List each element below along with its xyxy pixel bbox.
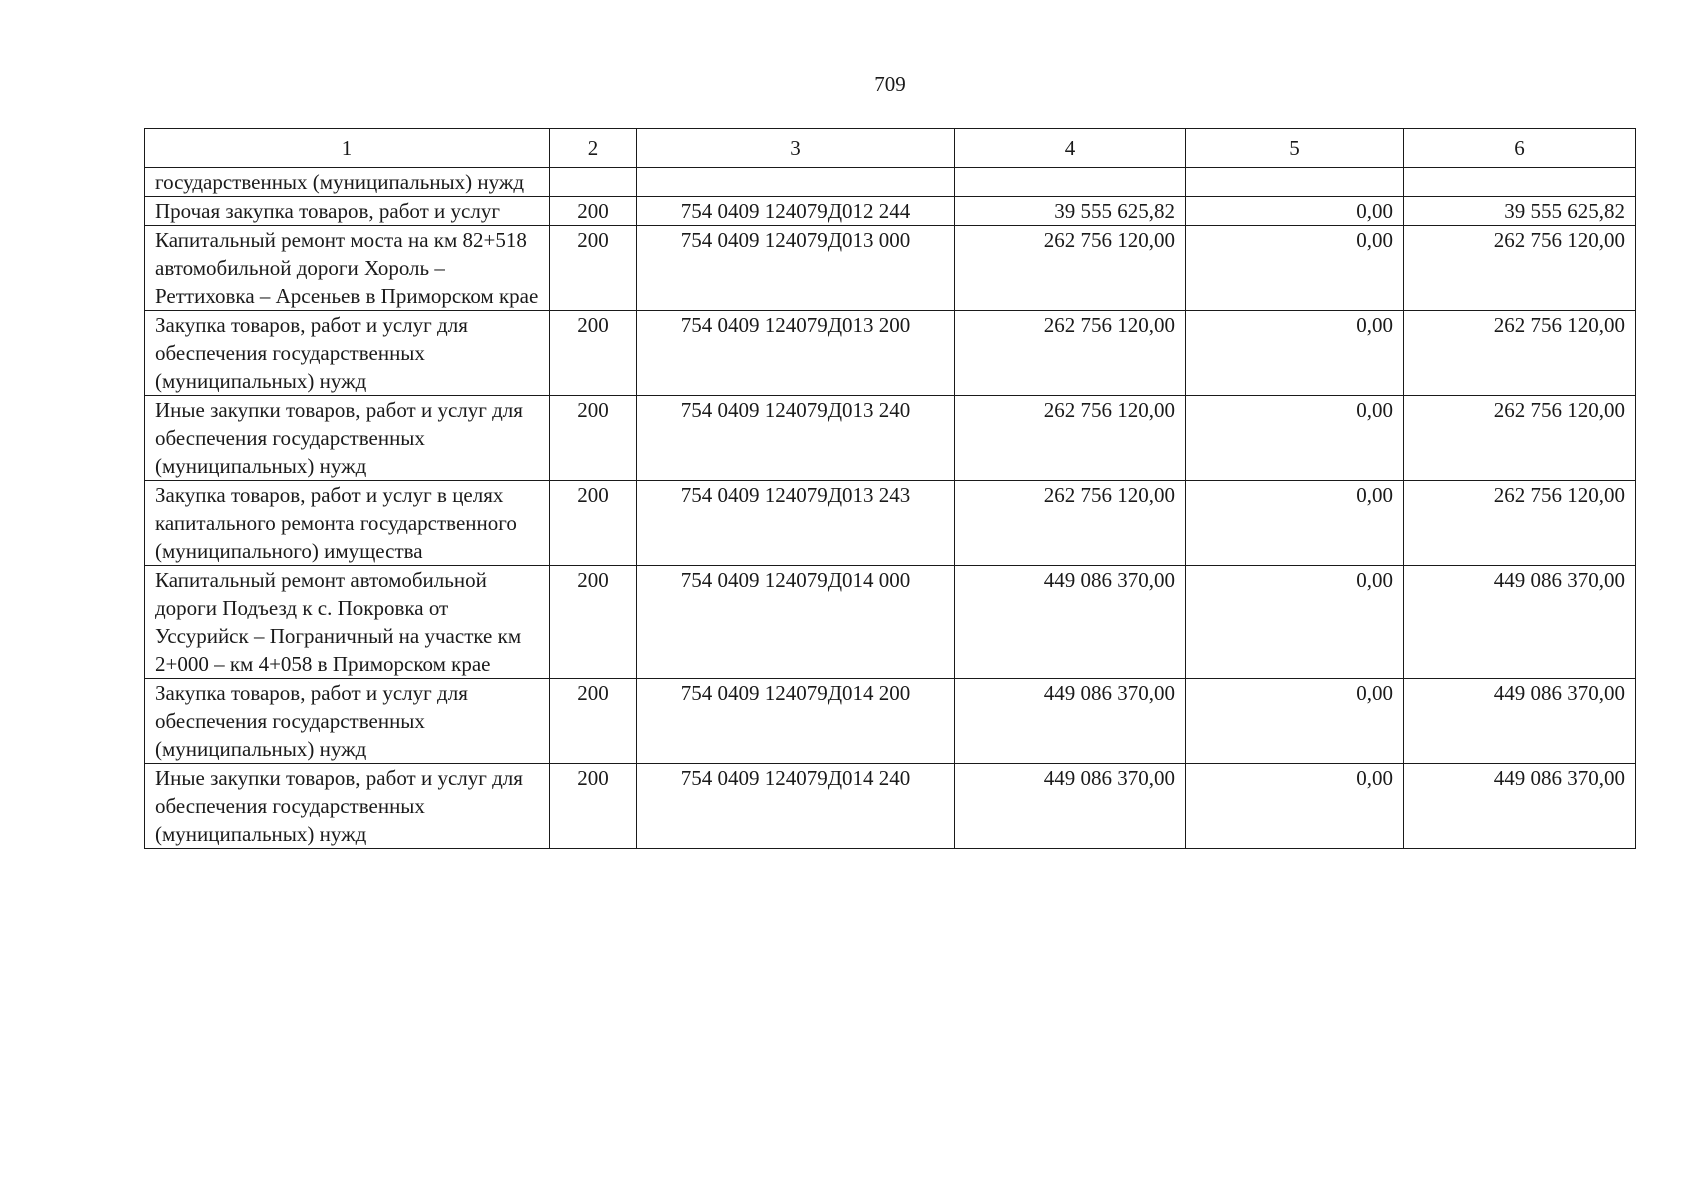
row-value-6-cell: 39 555 625,82	[1404, 197, 1636, 226]
row-value-5-cell: 0,00	[1186, 481, 1404, 566]
row-name-cell: Капитальный ремонт автомобильной дороги Подъезд к с. Покровка от Уссурийск – Пограничный на участке км 2+000 – км 4+058 в Приморском крае	[145, 566, 550, 679]
row-code-cell	[637, 168, 955, 197]
row-code-cell: 754 0409 124079Д014 000	[637, 566, 955, 679]
row-group-cell: 200	[550, 311, 637, 396]
row-group-cell: 200	[550, 481, 637, 566]
row-value-4-cell: 262 756 120,00	[955, 396, 1186, 481]
page-number: 709	[874, 72, 906, 96]
column-header-2: 2	[550, 129, 637, 168]
row-value-6-cell: 262 756 120,00	[1404, 226, 1636, 311]
row-code-cell: 754 0409 124079Д013 200	[637, 311, 955, 396]
row-value-6-cell	[1404, 168, 1636, 197]
row-value-4-cell: 449 086 370,00	[955, 679, 1186, 764]
row-name-cell: Закупка товаров, работ и услуг для обеспечения государственных (муниципальных) нужд	[145, 311, 550, 396]
row-value-5-cell: 0,00	[1186, 197, 1404, 226]
row-value-5-cell: 0,00	[1186, 226, 1404, 311]
column-header-6: 6	[1404, 129, 1636, 168]
row-name-cell: Иные закупки товаров, работ и услуг для обеспечения государственных (муниципальных) нужд	[145, 396, 550, 481]
row-code-cell: 754 0409 124079Д014 200	[637, 679, 955, 764]
table-row	[145, 481, 1636, 566]
table-body	[145, 168, 1636, 849]
row-value-6-cell: 262 756 120,00	[1404, 396, 1636, 481]
row-group-cell: 200	[550, 764, 637, 849]
row-name-cell: Капитальный ремонт моста на км 82+518 автомобильной дороги Хороль – Реттиховка – Арсеньев в Приморском крае	[145, 226, 550, 311]
row-group-cell: 200	[550, 396, 637, 481]
row-name-cell: Прочая закупка товаров, работ и услуг	[145, 197, 550, 226]
row-name-cell: Закупка товаров, работ и услуг для обеспечения государственных (муниципальных) нужд	[145, 679, 550, 764]
column-header-3: 3	[637, 129, 955, 168]
table-header	[145, 129, 1636, 168]
table-row	[145, 679, 1636, 764]
column-header-1: 1	[145, 129, 550, 168]
table-row	[145, 566, 1636, 679]
row-group-cell	[550, 168, 637, 197]
row-group-cell: 200	[550, 679, 637, 764]
row-value-4-cell: 39 555 625,82	[955, 197, 1186, 226]
row-group-cell: 200	[550, 197, 637, 226]
row-value-5-cell	[1186, 168, 1404, 197]
table-row	[145, 396, 1636, 481]
row-group-cell: 200	[550, 226, 637, 311]
row-value-4-cell: 262 756 120,00	[955, 481, 1186, 566]
table-row	[145, 226, 1636, 311]
column-header-5: 5	[1186, 129, 1404, 168]
row-value-6-cell: 262 756 120,00	[1404, 311, 1636, 396]
row-value-5-cell: 0,00	[1186, 396, 1404, 481]
row-value-4-cell: 262 756 120,00	[955, 311, 1186, 396]
table-row	[145, 168, 1636, 197]
row-value-4-cell: 449 086 370,00	[955, 566, 1186, 679]
row-value-4-cell	[955, 168, 1186, 197]
table-row	[145, 311, 1636, 396]
row-value-6-cell: 449 086 370,00	[1404, 764, 1636, 849]
row-value-4-cell: 449 086 370,00	[955, 764, 1186, 849]
row-group-cell: 200	[550, 566, 637, 679]
row-value-5-cell: 0,00	[1186, 679, 1404, 764]
row-name-cell: государственных (муниципальных) нужд	[145, 168, 550, 197]
row-name-cell: Закупка товаров, работ и услуг в целях капитального ремонта государственного (муниципального) имущества	[145, 481, 550, 566]
row-value-6-cell: 449 086 370,00	[1404, 566, 1636, 679]
row-value-6-cell: 449 086 370,00	[1404, 679, 1636, 764]
row-code-cell: 754 0409 124079Д014 240	[637, 764, 955, 849]
row-code-cell: 754 0409 124079Д013 240	[637, 396, 955, 481]
row-code-cell: 754 0409 124079Д013 000	[637, 226, 955, 311]
row-value-6-cell: 262 756 120,00	[1404, 481, 1636, 566]
row-value-5-cell: 0,00	[1186, 764, 1404, 849]
row-value-4-cell: 262 756 120,00	[955, 226, 1186, 311]
row-value-5-cell: 0,00	[1186, 566, 1404, 679]
table-row	[145, 764, 1636, 849]
column-header-4: 4	[955, 129, 1186, 168]
table-row	[145, 197, 1636, 226]
row-value-5-cell: 0,00	[1186, 311, 1404, 396]
header-row	[145, 129, 1636, 168]
row-code-cell: 754 0409 124079Д012 244	[637, 197, 955, 226]
budget-table	[144, 128, 1636, 849]
row-code-cell: 754 0409 124079Д013 243	[637, 481, 955, 566]
row-name-cell: Иные закупки товаров, работ и услуг для обеспечения государственных (муниципальных) нужд	[145, 764, 550, 849]
